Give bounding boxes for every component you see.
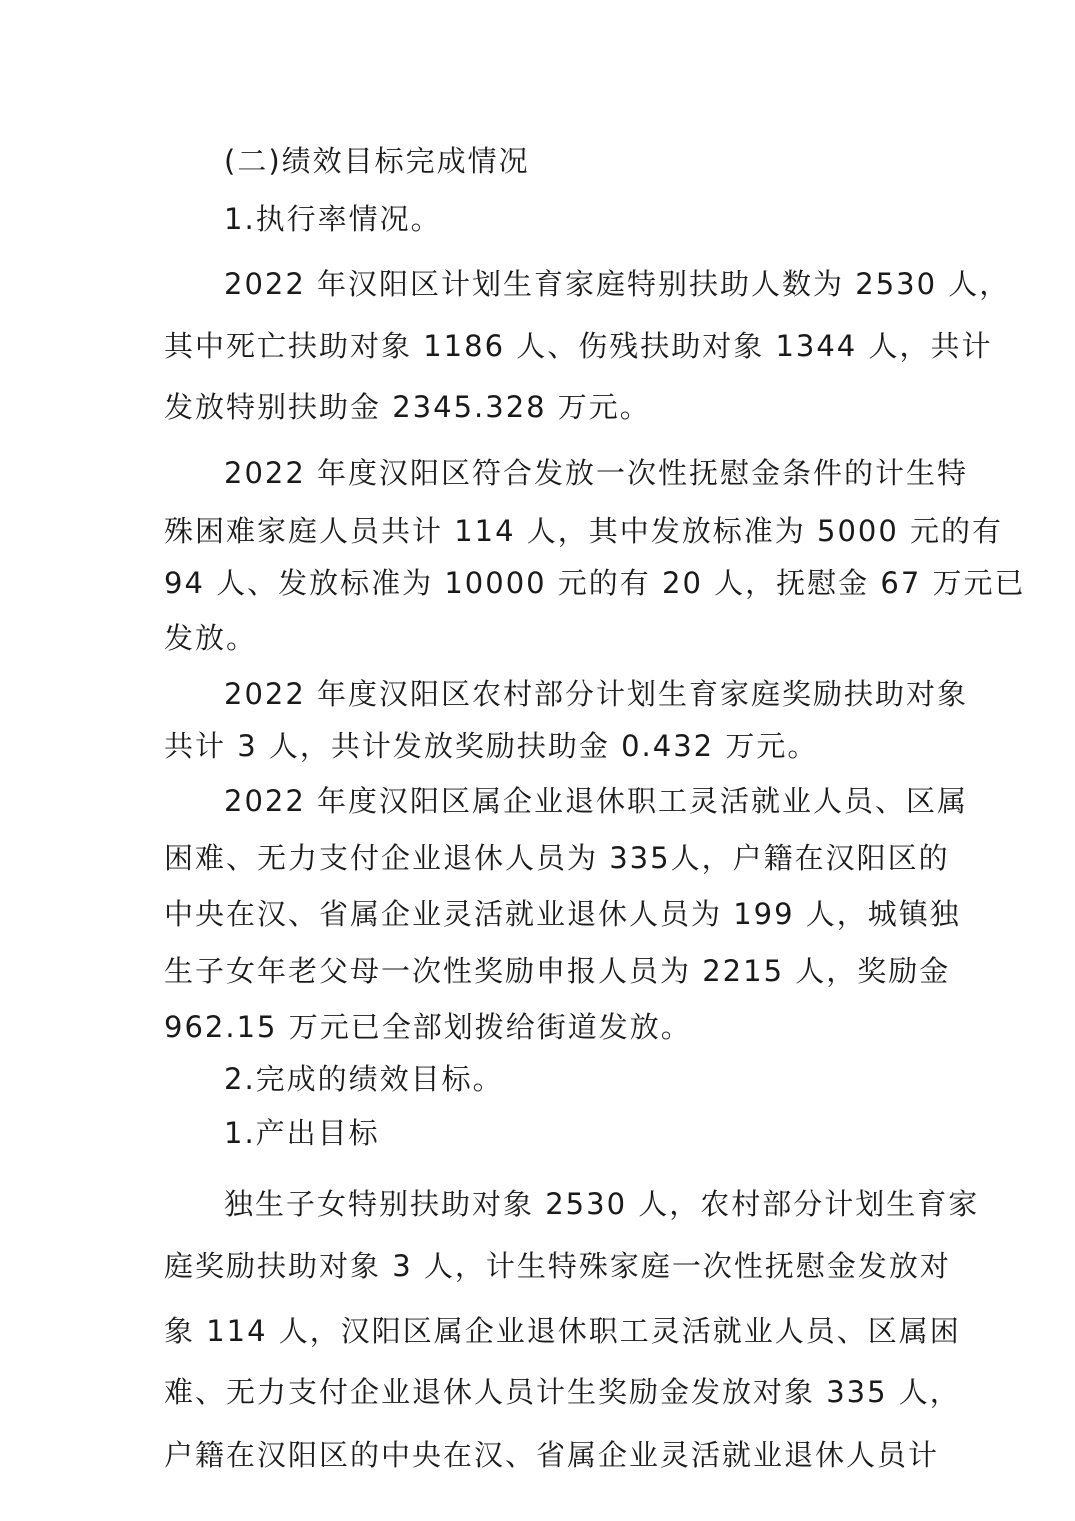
paragraph-line: 2022 年度汉阳区属企业退休职工灵活就业人员、区属 xyxy=(224,784,969,818)
paragraph-line: 困难、无力支付企业退休人员为 335人，户籍在汉阳区的 xyxy=(164,841,950,875)
paragraph-line: 2022 年度汉阳区符合发放一次性抚慰金条件的计生特 xyxy=(224,456,969,490)
paragraph-line: 难、无力支付企业退休人员计生奖励金发放对象 335 人， xyxy=(164,1375,961,1409)
section-heading: (二)绩效目标完成情况 xyxy=(224,144,530,178)
paragraph-line: 象 114 人，汉阳区属企业退休职工灵活就业人员、区属困 xyxy=(164,1314,961,1348)
paragraph-line: 殊困难家庭人员共计 114 人，其中发放标准为 5000 元的有 xyxy=(164,514,1004,548)
paragraph-line: 庭奖励扶助对象 3 人，计生特殊家庭一次性抚慰金发放对 xyxy=(164,1249,951,1283)
paragraph-line: 发放特别扶助金 2345.328 万元。 xyxy=(164,390,651,424)
subheading-completed-goals: 2.完成的绩效目标。 xyxy=(224,1062,504,1096)
paragraph-line: 其中死亡扶助对象 1186 人、伤残扶助对象 1344 人，共计 xyxy=(164,329,993,363)
paragraph-line: 户籍在汉阳区的中央在汉、省属企业灵活就业退休人员计 xyxy=(164,1438,940,1472)
subheading-output-goals: 1.产出目标 xyxy=(224,1116,380,1150)
paragraph-line: 962.15 万元已全部划拨给街道发放。 xyxy=(164,1010,692,1044)
paragraph-line: 中央在汉、省属企业灵活就业退休人员为 199 人，城镇独 xyxy=(164,897,961,931)
subheading-execution-rate: 1.执行率情况。 xyxy=(224,202,442,236)
paragraph-line: 共计 3 人，共计发放奖励扶助金 0.432 万元。 xyxy=(164,729,819,763)
paragraph-line: 2022 年汉阳区计划生育家庭特别扶助人数为 2530 人， xyxy=(224,267,1011,301)
paragraph-line: 独生子女特别扶助对象 2530 人，农村部分计划生育家 xyxy=(224,1187,980,1221)
paragraph-line: 生子女年老父母一次性奖励申报人员为 2215 人，奖励金 xyxy=(164,954,951,988)
paragraph-line: 发放。 xyxy=(164,621,258,655)
paragraph-line: 2022 年度汉阳区农村部分计划生育家庭奖励扶助对象 xyxy=(224,677,969,711)
paragraph-line: 94 人、发放标准为 10000 元的有 20 人，抚慰金 67 万元已 xyxy=(164,566,1026,600)
